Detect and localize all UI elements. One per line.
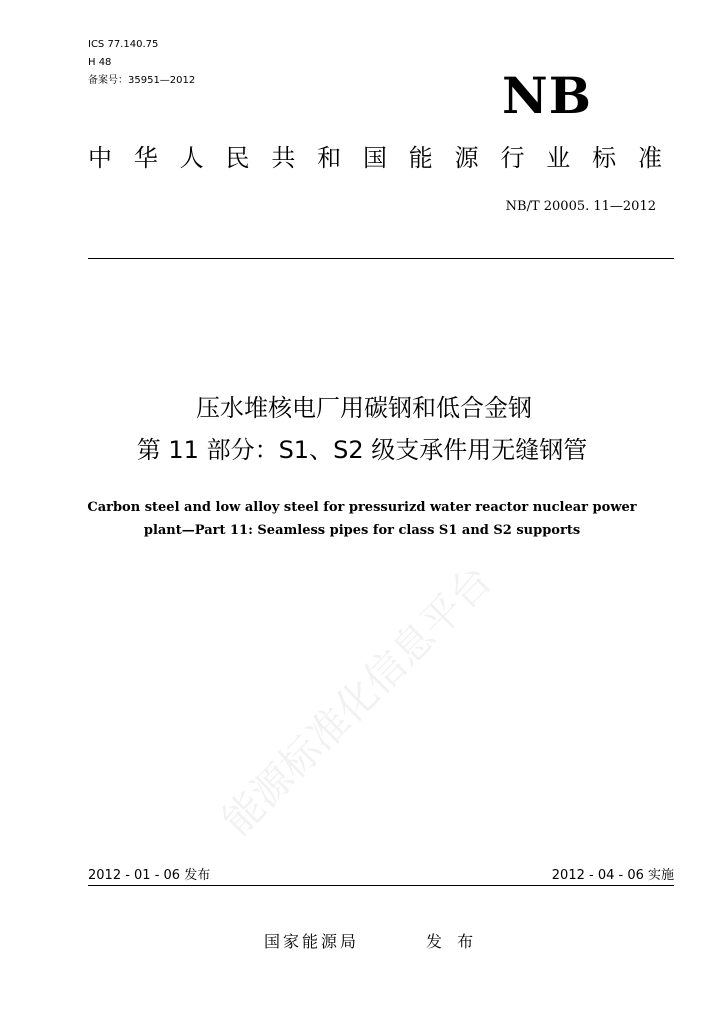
implementation-date: 2012 - 04 - 06 实施 [551,868,674,883]
standard-code: NB/T 20005. 11—2012 [505,199,656,214]
english-title-line-1: Carbon steel and low alloy steel for pressurizd water reactor nuclear power [87,500,637,515]
standard-type-char: 共 [271,144,296,172]
record-number: 备案号：35951—2012 [88,75,196,86]
ics-number: ICS 77.140.75 [88,39,159,50]
bottom-divider [88,885,674,886]
standard-type-char: 民 [225,144,250,172]
standard-type-char: 国 [362,144,387,172]
nb-logo: NB [502,66,592,125]
standard-type-char: 准 [637,144,662,172]
standard-type-heading [88,140,662,176]
publish-label: 发 布 [426,932,479,951]
chinese-title-line-2: 第 11 部分：S1、S2 级支承件用无缝钢管 [136,436,588,464]
standard-type-char: 能 [408,144,433,172]
standard-type-char: 源 [454,144,479,172]
english-title-line-2: plant—Part 11: Seamless pipes for class S1 and S2 supports [143,523,581,538]
standard-type-char: 华 [133,144,158,172]
standard-type-char: 中 [88,144,112,172]
top-divider [88,258,674,259]
issue-date: 2012 - 01 - 06 发布 [88,868,211,883]
standard-type-char: 标 [592,144,617,172]
watermark: 能源标准化信息平台 [214,557,502,845]
standard-type-char: 行 [500,144,525,172]
standard-type-char: 和 [317,144,342,172]
chinese-title-line-1: 压水堆核电厂用碳钢和低合金钢 [196,394,532,422]
category-code: H 48 [88,57,112,68]
standard-type-char: 业 [546,144,571,172]
publisher-name: 国家能源局 [264,932,360,951]
standard-type-char: 人 [179,144,204,172]
